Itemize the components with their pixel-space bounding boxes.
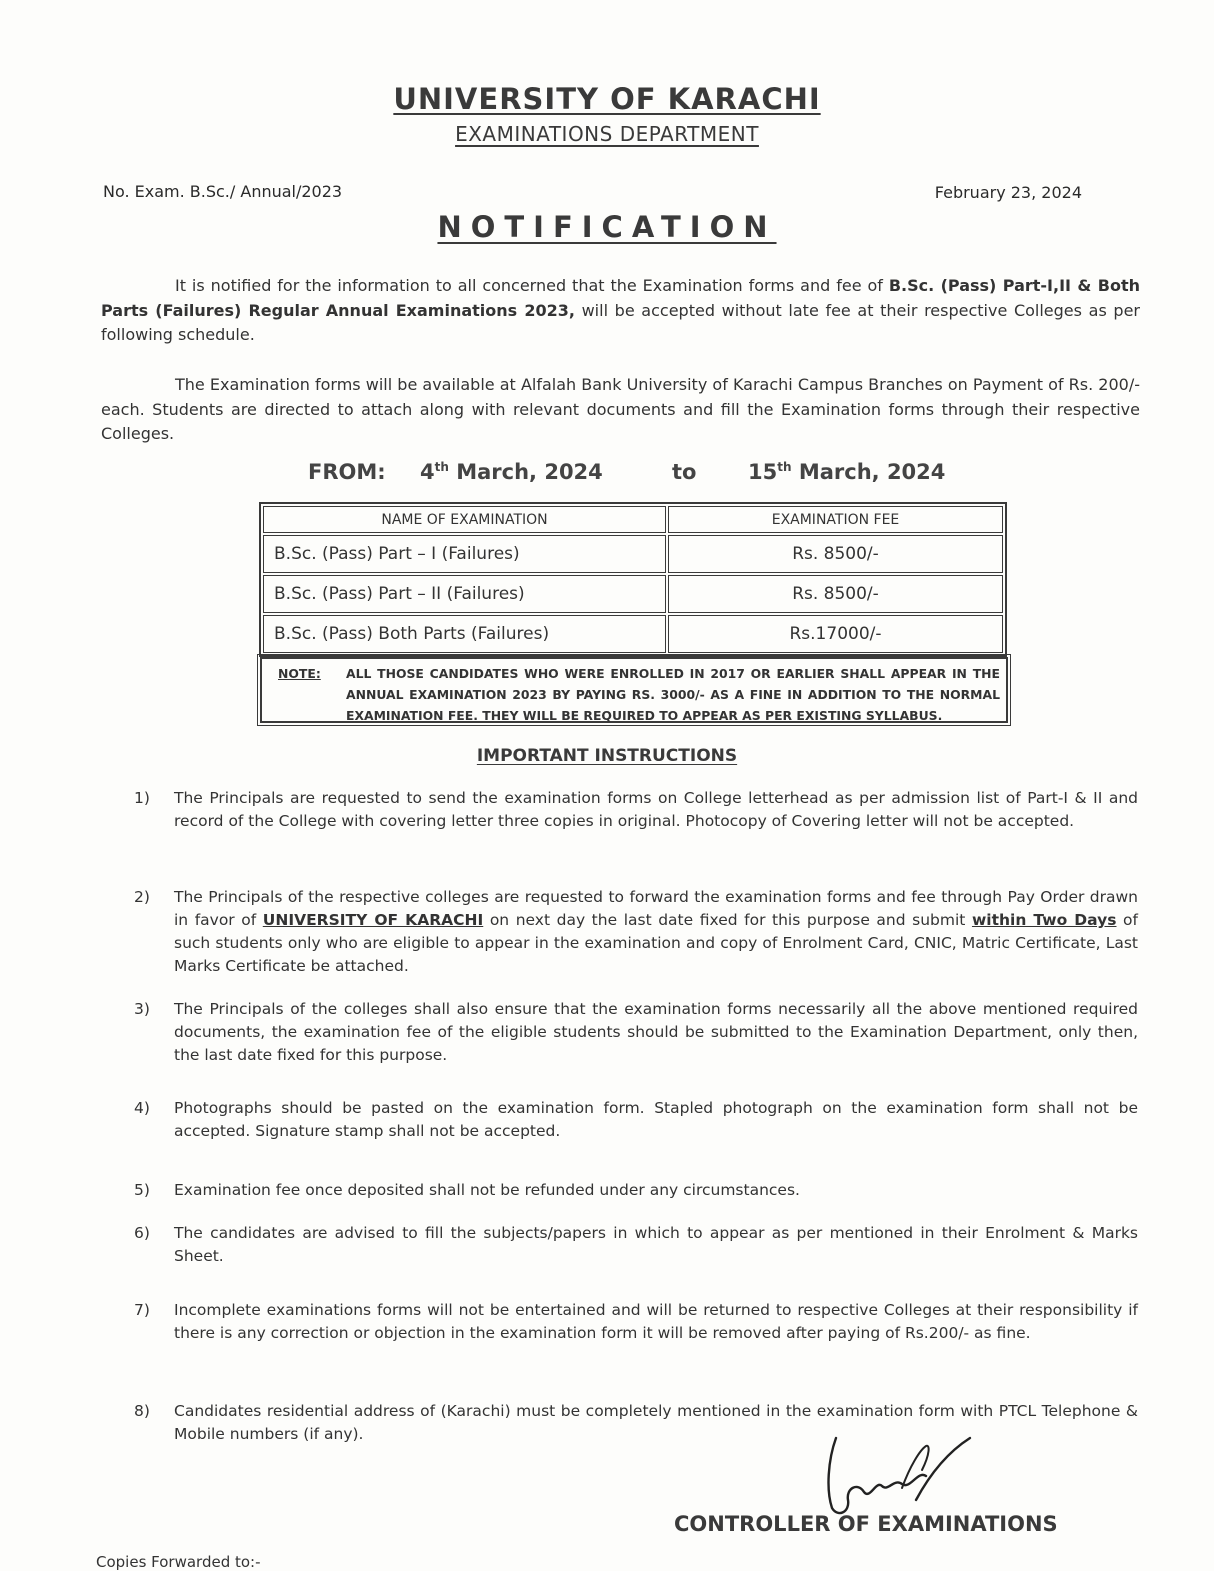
exam-fee: Rs. 8500/- <box>668 535 1003 573</box>
table-row <box>263 535 1003 573</box>
list-item: 3) The Principals of the colleges shall also ensure that the examination forms necessarily all the above mentioned required documents, the examination fee of the eligible students should be submitted to the Examination Department, only then, the last date fixed for this purpose. <box>134 1000 1138 1064</box>
exam-name: B.Sc. (Pass) Part – I (Failures) <box>263 535 666 573</box>
list-item: 6) The candidates are advised to fill the subjects/papers in which to appear as per mentioned in their Enrolment & Marks Sheet. <box>134 1224 1138 1265</box>
list-item: 7) Incomplete examinations forms will not be entertained and will be returned to respective Colleges at their responsibility if there is any correction or objection in the examination form it will be removed after paying of Rs.200/- as fine. <box>134 1301 1138 1342</box>
exam-fee: Rs.17000/- <box>668 615 1003 653</box>
note-box <box>260 657 1008 723</box>
intro-paragraph-2: The Examination forms will be available at Alfalah Bank University of Karachi Campus Branches on Payment of Rs. 200/- each. Students are directed to attach along with relevant documents and fill the Examination forms through their respective Colleges. <box>101 375 1140 443</box>
list-item: 2) The Principals of the respective colleges are requested to forward the examination forms and fee through Pay Order drawn in favor of UNIVERSITY OF KARACHI on next day the last date fixed for this purpose and submit within Two Days of such students only who are eligible to appear in the examination and copy of Enrolment Card, CNIC, Matric Certificate, Last Marks Certificate be attached. <box>134 888 1138 975</box>
notification-date: February 23, 2024 <box>934 183 1082 202</box>
from-label: FROM: <box>308 460 386 484</box>
fee-table-header <box>263 506 1003 533</box>
copies-forwarded: Copies Forwarded to:- <box>96 1553 261 1571</box>
start-date: 4th March, 2024 <box>420 460 603 484</box>
signature <box>818 1430 978 1520</box>
exam-name: B.Sc. (Pass) Part – II (Failures) <box>263 575 666 613</box>
exam-fee: Rs. 8500/- <box>668 575 1003 613</box>
department-name: EXAMINATIONS DEPARTMENT <box>455 122 759 146</box>
column-header-name: NAME OF EXAMINATION <box>263 506 666 533</box>
intro-paragraph-1: It is notified for the information to all concerned that the Examination forms and fee of B.Sc. (Pass) Part-I,II & Both Parts (Failures) Regular Annual Examinations 2023, will be accepted without late fee at their respective Colleges as per following schedule. <box>101 276 1141 344</box>
page-title: NOTIFICATION <box>437 210 777 244</box>
fee-table <box>259 502 1007 657</box>
instructions-heading: IMPORTANT INSTRUCTIONS <box>476 746 738 766</box>
table-row <box>263 575 1003 613</box>
signatory-title: CONTROLLER OF EXAMINATIONS <box>674 1512 1058 1536</box>
university-name: UNIVERSITY OF KARACHI <box>393 82 821 116</box>
end-date: 15th March, 2024 <box>748 460 946 484</box>
note-text: ALL THOSE CANDIDATES WHO WERE ENROLLED IN 2017 OR EARLIER SHALL APPEAR IN THE ANNUAL EXAMINATION 2023 BY PAYING RS. 3000/- AS A FINE IN ADDITION TO THE NORMAL EXAMINATION FEE. THEY WILL BE REQUIRED TO APPEAR AS PER EXISTING SYLLABUS. <box>346 666 1000 723</box>
list-item: 1) The Principals are requested to send the examination forms on College letterhead as per admission list of Part-I & II and record of the College with covering letter three copies in original. Photocopy of Covering letter will not be accepted. <box>134 789 1138 830</box>
column-header-fee: EXAMINATION FEE <box>668 506 1003 533</box>
list-item: 5) Examination fee once deposited shall not be refunded under any circumstances. <box>134 1181 800 1199</box>
to-label: to <box>672 460 697 484</box>
list-item: 4) Photographs should be pasted on the examination form. Stapled photograph on the examination form shall not be accepted. Signature stamp shall not be accepted. <box>134 1099 1138 1140</box>
exam-name: B.Sc. (Pass) Both Parts (Failures) <box>263 615 666 653</box>
reference-number: No. Exam. B.Sc./ Annual/2023 <box>103 182 343 201</box>
table-row <box>263 615 1003 653</box>
list-item: 8) Candidates residential address of (Karachi) must be completely mentioned in the examination form with PTCL Telephone & Mobile numbers (if any). <box>134 1402 1138 1443</box>
note-label: NOTE: <box>278 666 321 681</box>
